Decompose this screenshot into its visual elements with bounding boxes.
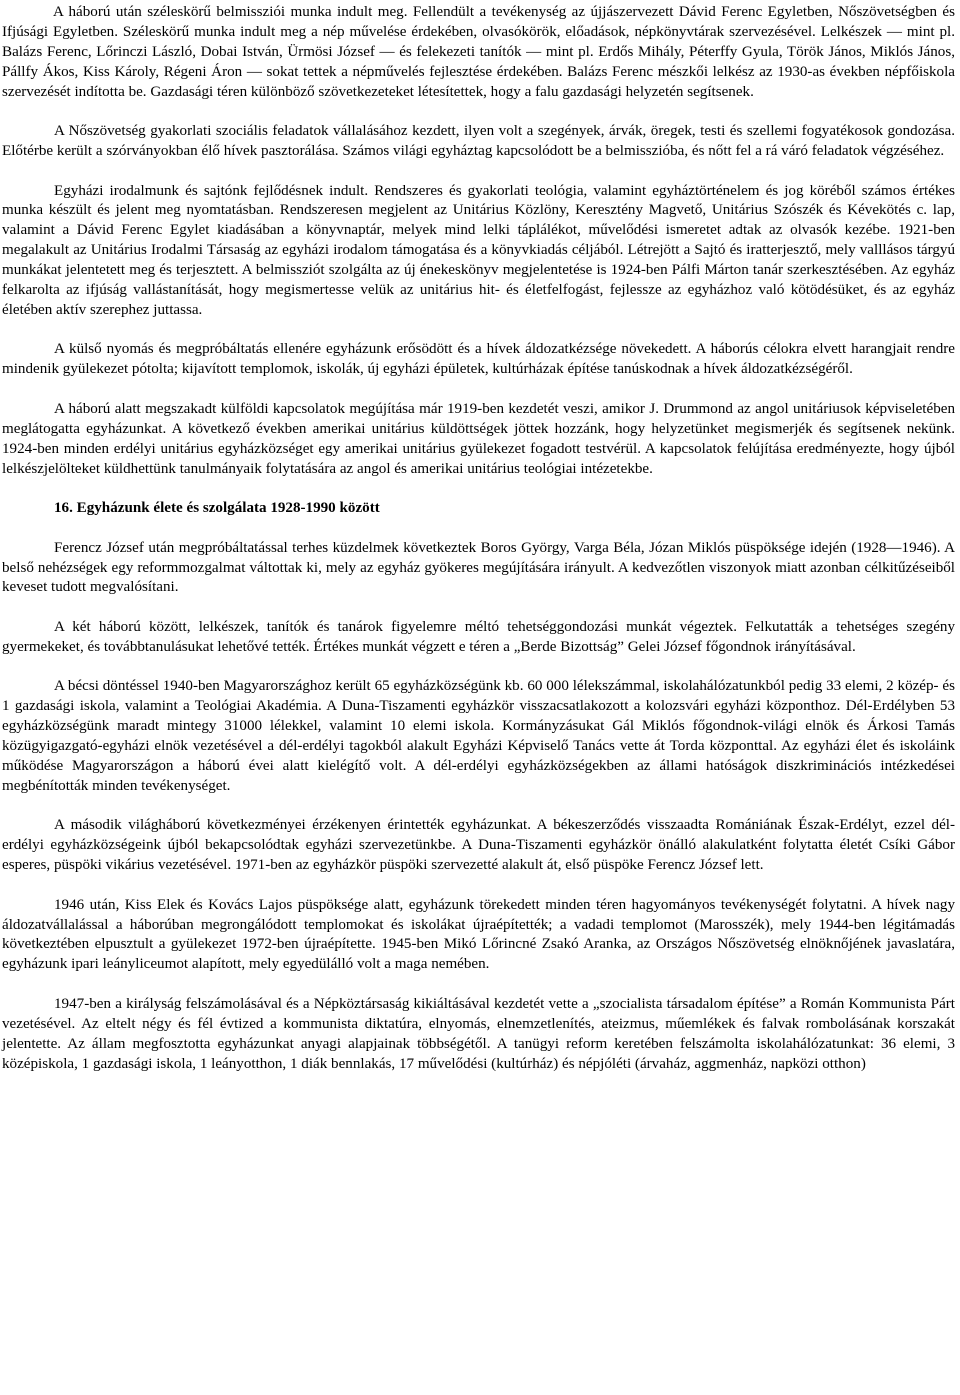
paragraph-gap <box>2 380 955 400</box>
paragraph-kulfoldi-kapcsolatok: A háború alatt megszakadt külföldi kapcsolatok megújítása már 1919-ben kezdetét veszi, amikor J. Drummond az angol unitáriusok képviseletében meglátogatta egyházunkat. A következő években amerikai unitárius küldöttségek jöttek hozzánk, hogy helyzetünket megismerjék és segítsenek nekünk. 1924-ben minden erdélyi unitárius egyházközséget egy amerikai unitárius gyülekezet fogadott testvérül. A kapcsolatok felújítása eredményezte, hogy újból lelkészjelölteket küldhettünk tanulmányaik folytatására az angol és amerikai unitárius teológiai intézetekbe. <box>2 400 955 477</box>
paragraph-gap <box>2 519 955 539</box>
section-heading: 16. Egyházunk élete és szolgálata 1928-1990 között <box>54 500 380 517</box>
paragraph-gap <box>2 162 955 182</box>
paragraph-belmisszio: A háború után széleskörű belmissziói munka indult meg. Fellendült a tevékenység az újjászervezett Dávid Ferenc Egyletben, Nőszövetségben és Ifjúsági Egyletben. Széleskörű munka indult meg a nép művelése érdekében, olvasókörök, előadások, népkönyvtárak szervezésével. Lelkészek — mint pl. Balázs Ferenc, Lőrinczi László, Dobai István, Ürmösi József — és felekezeti tanítók — mint pl. Erdős Mihály, Péterffy Gyula, Török János, Miklós János, Pállfy Ákos, Kiss Károly, Régeni Áron — sokat tettek a népművelés fejlesztése érdekében. Balázs Ferenc mészkői lelkész az 1930-as években népfőiskola szervezését indította be. Gazdasági téren különböző szövetkezeteket létesítettek, hogy a falu gazdasági helyzetén segítsenek. <box>2 4 955 100</box>
paragraph-gap <box>2 658 955 678</box>
paragraph-noszovetseg: A Nőszövetség gyakorlati szociális feladatok vállalásához kezdett, ilyen volt a szegények, árvák, öregek, testi és szellemi fogyatékosok gondozása. Előtérbe került a szórványokban élő hívek pasztorálása. Számos világi egyháztag kapcsolódott be a belmisszióba, és nőtt fel a rá váró feladatok végzéséhez. <box>2 123 955 160</box>
paragraph-ket-haboru-kozott: A két háború között, lelkészek, tanítók és tanárok figyelemre méltó tehetséggondozási munkát végeztek. Felkutatták a tehetséges szegény gyermekeket, és továbbtanulásukat lehetővé tették. Értékes munkát végzett e téren a „Berde Bizottság” Gelei József főgondnok irányításával. <box>2 618 955 655</box>
paragraph-gap <box>2 876 955 896</box>
paragraph-gap <box>2 797 955 817</box>
paragraph-gap <box>2 975 955 995</box>
paragraph-1947-ben: 1947-ben a királyság felszámolásával és a Népköztársaság kikiáltásával kezdetét vette a „szocialista társadalom építése” a Román Kommunista Párt vezetésével. Az eltelt négy és fél évtized a kommunista diktatúra, elnyomás, elnemzetlenítés, ateizmus, műemlékek és falvak rombolásának korszakát jelentette. Az állam megfosztotta egyházunkat anyagi alapjainak többségétől. A tanügyi reform keretében felszámolta iskolahálózatunkat: 36 elemi, 3 középiskola, 1 gazdasági iskola, 1 leányotthon, 1 diák bennlakás, 17 művelődési (kultúrház) és népjóléti (árvaház, aggmenház, napközi otthon) <box>2 995 955 1072</box>
paragraph-gap <box>2 321 955 341</box>
paragraph-gap <box>2 480 955 500</box>
paragraph-kulso-nyomas: A külső nyomás és megpróbáltatás ellenére egyházunk erősödött és a hívek áldozatkézsége növekedett. A háborús célokra elvett harangjait rendre mindenik gyülekezet pótolta; kijavított templomok, iskolák, új egyházi épületek, kultúrházak építése tanúskodnak a hívek áldozatkézségéről. <box>2 341 955 378</box>
paragraph-gap <box>2 598 955 618</box>
paragraph-masodik-vilaghaboru: A második világháború következményei érzékenyen érintették egyházunkat. A békeszerződés visszaadta Romániának Észak-Erdélyt, ezzel dél-erdélyi egyházközségeink újból bekapcsolódtak egyházi szervezetünkbe. A Duna-Tiszamenti egyházkör önálló alakulatként folytatta életét Csíki Gábor esperes, püspöki vikárius vezetésével. 1971-ben az egyházkör püspöki szervezetté alakult át, első püspöke Ferencz József lett. <box>2 817 955 874</box>
paragraph-irodalom: Egyházi irodalmunk és sajtónk fejlődésnek indult. Rendszeres és gyakorlati teológia, valamint egyháztörténelem és jog köréből számos értékes munka készült és jelent meg nyomtatásban. Rendszeresen megjelent az Unitárius Közlöny, Keresztény Magvető, Unitárius Szószék és Kévekötés c. lap, valamint a Dávid Ferenc Egylet kiadásában a könyvnaptár, melyek mind lelki táplálékot, művelődési ismeretet adtak az olvasók kezébe. 1921-ben megalakult az Unitárius Irodalmi Társaság az egyházi irodalom támogatása és a könyvkiadás céljából. Létrejött a Sajtó és iratterjesztő, mely valllásos tárgyú munkákat jelentetett meg és terjesztett. A belmissziót szolgálta az új énekeskönyv megjelentetése is 1924-ben Pálfi Márton tanár szerkesztésében. Az egyház felkarolta az ifjúság vallástanítását, hogy megismertesse velük az unitárius hit- és életfelfogást, fejlessze az egyházhoz való kötödésüket, és az egyház életében aktív szerephez juttassa. <box>2 182 955 318</box>
paragraph-gap <box>2 103 955 123</box>
paragraph-1946-utan: 1946 után, Kiss Elek és Kovács Lajos püspöksége alatt, egyházunk törekedett minden téren hagyományos tevékenységét folytatni. A hívek nagy áldozatvállalással a háborúban megrongálódott templomokat és iskolákat újraépítették; a vadadi templomot (Marosszék), mely 1944-ben légitámadás következtében elpusztult a gyülekezet 1972-ben újraépítette. 1945-ben Mikó Lőrincné Zsakó Aranka, az Országos Nőszövetség elnöknőjének javaslatára, egyházunk ipari leányliceumot alapított, mely egyedülálló volt a maga nemében. <box>2 896 955 973</box>
paragraph-ferencz-jozsef-utan: Ferencz József után megpróbáltatással terhes küzdelmek következtek Boros György, Varga Béla, Józan Miklós püspöksége idején (1928—1946). A belső nehézségek egy reformmozgalmat váltottak ki, mely az egyház gyökeres megújítására irányult. A kedvezőtlen viszonyok miatt azonban célkitűzéseiből keveset tudott megvalósítani. <box>2 539 955 596</box>
paragraph-becsi-dontes: A bécsi döntéssel 1940-ben Magyarországhoz került 65 egyházközségünk kb. 60 000 lélekszámmal, iskolahálózatunkból pedig 33 elemi, 2 közép- és 1 gazdasági iskola, valamint a Teológiai Akadémia. A Duna-Tiszamenti egyházkör visszacsatlakozott a kolozsvári egyházi központhoz. Dél-Erdélyben 53 egyházközségünk maradt mintegy 31000 lélekkel, valamint 10 elemi iskola. Kormányzásukat Gál Miklós főgondnok-világi elnök és Árkosi Tamás közügyigazgató-egyházi elnök vezetésével a dél-erdélyi tagokból alakult Egyházi Képviselő Tanács vette át Torda központtal. Az egyházi élet és iskoláink működése Magyarországon a háború évei alatt kielégítő volt. A dél-erdélyi egyházközségekben az állami hatóságok diszkriminációs intézkedései megbénították minden tevékenységet. <box>2 678 955 794</box>
